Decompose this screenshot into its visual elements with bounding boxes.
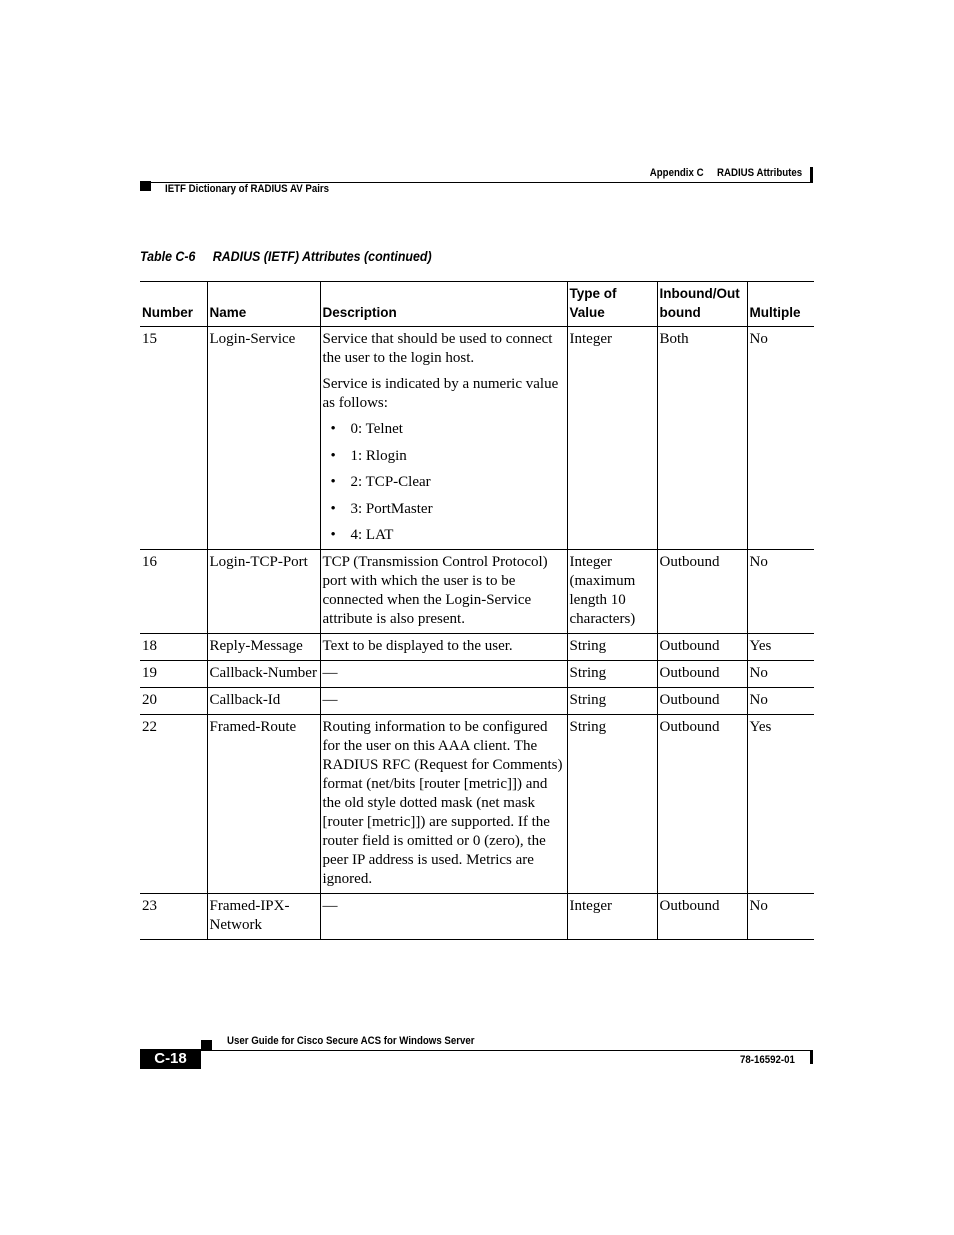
- cell-description: —: [320, 661, 567, 688]
- table-caption: [140, 249, 432, 264]
- cell-name: Framed-Route: [207, 715, 320, 894]
- cell-number: 18: [142, 638, 157, 654]
- cell-multiple: Yes: [747, 634, 814, 661]
- cell-inbound: Outbound: [657, 688, 747, 715]
- cell-number: 16: [142, 554, 157, 570]
- table-row: [140, 715, 814, 894]
- guide-title: User Guide for Cisco Secure ACS for Windows Server: [227, 1035, 475, 1047]
- cell-description: —: [320, 894, 567, 940]
- list-item: • 2: TCP-Clear: [323, 473, 565, 492]
- cell-inbound: Outbound: [657, 661, 747, 688]
- table-row: [140, 661, 814, 688]
- col-header-multiple: Multiple: [747, 282, 814, 327]
- cell-name: Callback-Id: [207, 688, 320, 715]
- cell-type: String: [567, 634, 657, 661]
- cell-multiple: No: [747, 327, 814, 550]
- cell-multiple: No: [747, 894, 814, 940]
- chapter-title: RADIUS Attributes: [716, 167, 802, 179]
- list-item: • 4: LAT: [323, 526, 565, 545]
- running-header-chapter: [650, 167, 802, 179]
- cell-number: 19: [142, 665, 157, 681]
- cell-description: Routing information to be configured for the user on this AAA client. The RADIUS RFC (Request for Comments) format (net/bits [router [metric]]) and the old style dotted mask (net mask [router [metric]]) are supported. If the router field is omitted or 0 (zero), the peer IP address is used. Metrics are ignored.: [320, 715, 567, 894]
- list-item: • 0: Telnet: [323, 420, 565, 439]
- cell-name: Framed-IPX-Network: [207, 894, 320, 940]
- cell-type: Integer: [567, 327, 657, 550]
- document-number: 78-16592-01: [739, 1054, 795, 1066]
- list-item: • 3: PortMaster: [323, 500, 565, 519]
- table-row: [140, 688, 814, 715]
- service-value-list: [323, 420, 565, 545]
- header-right-bar: [810, 167, 813, 183]
- cell-number: 15: [142, 331, 157, 347]
- cell-inbound: Outbound: [657, 894, 747, 940]
- table-row: [140, 894, 814, 940]
- table-caption-title: RADIUS (IETF) Attributes (continued): [212, 249, 432, 264]
- col-header-type-line2: Value: [569, 305, 605, 320]
- cell-type: String: [567, 715, 657, 894]
- cell-name: Callback-Number: [207, 661, 320, 688]
- cell-type: Integer: [567, 894, 657, 940]
- cell-multiple: Yes: [747, 715, 814, 894]
- col-header-name: Name: [207, 282, 320, 327]
- cell-number: 23: [142, 898, 157, 914]
- appendix-label: Appendix C: [649, 167, 704, 179]
- cell-type: String: [567, 661, 657, 688]
- table-row: [140, 550, 814, 634]
- cell-inbound: Outbound: [657, 715, 747, 894]
- description-paragraph: Service that should be used to connect the user to the login host.: [322, 331, 553, 366]
- cell-name: Login-Service: [207, 327, 320, 550]
- col-header-type-line1: Type of: [569, 286, 617, 301]
- description-paragraph: Service is indicated by a numeric value as follows:: [322, 376, 559, 411]
- table-caption-label: Table C-6: [140, 249, 196, 264]
- table-row: [140, 634, 814, 661]
- cell-multiple: No: [747, 688, 814, 715]
- cell-multiple: No: [747, 661, 814, 688]
- cell-name: Login-TCP-Port: [207, 550, 320, 634]
- col-header-type: [567, 282, 657, 327]
- cell-name: Reply-Message: [207, 634, 320, 661]
- header-left-block: [140, 181, 151, 191]
- list-item: • 1: Rlogin: [323, 447, 565, 466]
- page-number: C-18: [140, 1049, 201, 1069]
- cell-description: [320, 327, 567, 550]
- table-row: [140, 327, 814, 550]
- cell-inbound: Outbound: [657, 550, 747, 634]
- radius-attributes-table: [140, 281, 814, 940]
- col-header-inbound: [657, 282, 747, 327]
- cell-description: TCP (Transmission Control Protocol) port with which the user is to be connected when the Login-Service attribute is also present.: [320, 550, 567, 634]
- cell-number: 22: [142, 719, 157, 735]
- cell-inbound: Outbound: [657, 634, 747, 661]
- cell-number: 20: [142, 692, 157, 708]
- cell-description: Text to be displayed to the user.: [320, 634, 567, 661]
- cell-type: String: [567, 688, 657, 715]
- col-header-inbound-line2: bound: [659, 305, 701, 320]
- cell-multiple: No: [747, 550, 814, 634]
- footer-right-bar: [810, 1050, 813, 1064]
- footer-rule: [140, 1050, 813, 1051]
- col-header-inbound-line1: Inbound/Out: [659, 286, 740, 301]
- section-title: IETF Dictionary of RADIUS AV Pairs: [165, 183, 330, 195]
- table-header-row: [140, 282, 814, 327]
- col-header-description: Description: [320, 282, 567, 327]
- cell-type: Integer (maximum length 10 characters): [567, 550, 657, 634]
- cell-description: —: [320, 688, 567, 715]
- col-header-number: Number: [142, 305, 194, 320]
- cell-inbound: Both: [657, 327, 747, 550]
